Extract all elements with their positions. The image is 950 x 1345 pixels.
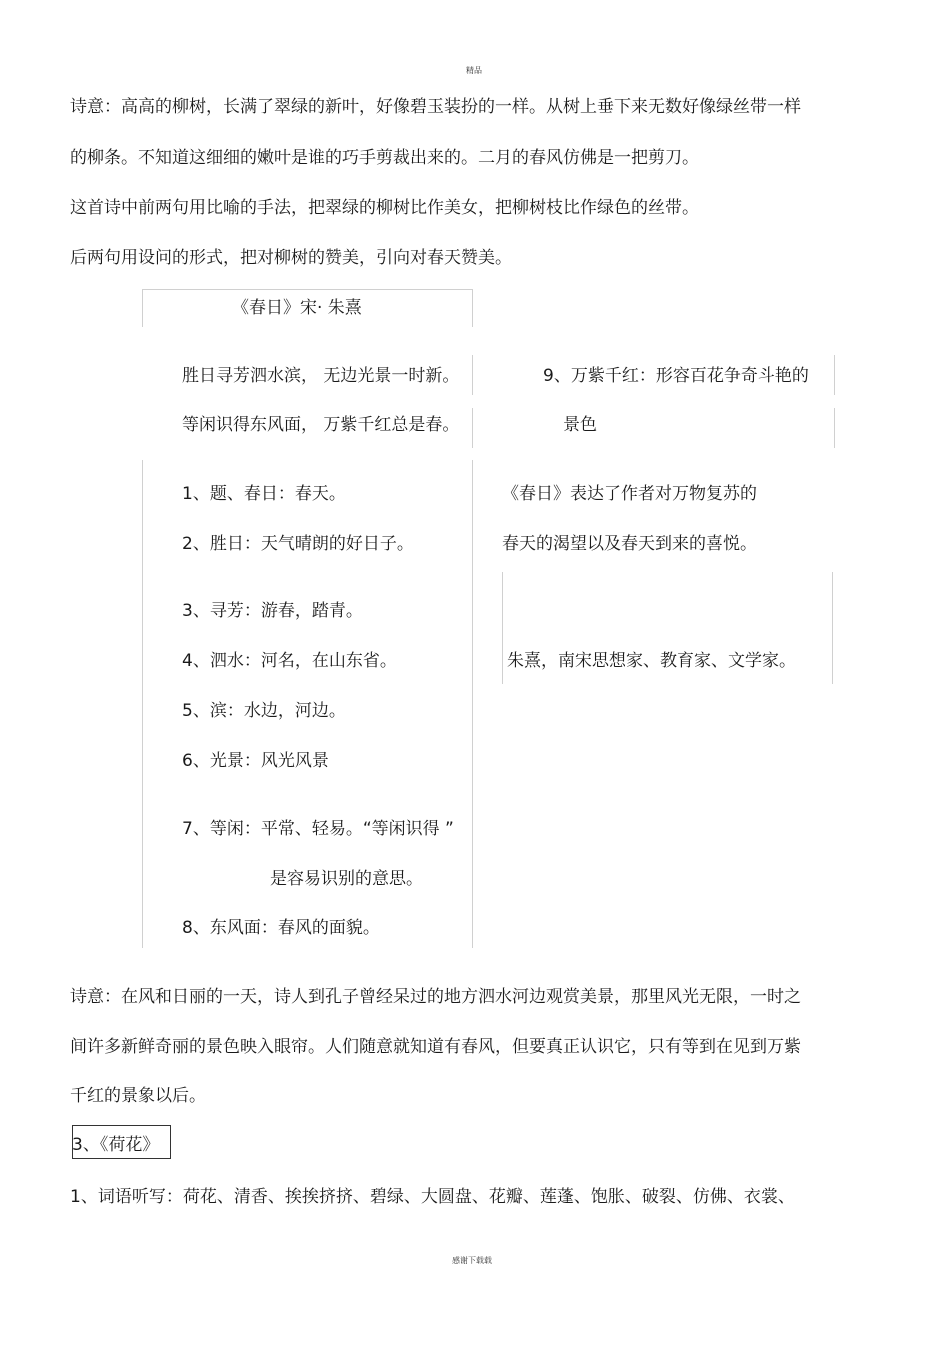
poem-verse-1: 胜日寻芳泗水滨， 无边光景一时新。 bbox=[182, 366, 460, 386]
note-7-continued: 是容易识别的意思。 bbox=[270, 869, 423, 889]
poem-title: 《春日》宋· 朱熹 bbox=[232, 298, 362, 318]
intro-line-3: 这首诗中前两句用比喻的手法，把翠绿的柳树比作美女，把柳树枝比作绿色的丝带。 bbox=[70, 198, 699, 218]
author-box-right-rule bbox=[832, 572, 833, 684]
meaning-line-2: 间许多新鲜奇丽的景色映入眼帘。人们随意就知道有春风，但要真正认识它，只有等到在见到万紫 bbox=[70, 1037, 801, 1057]
note-3: 3、寻芳：游春，踏青。 bbox=[182, 601, 363, 621]
intro-line-1: 诗意：高高的柳树，长满了翠绿的新叶，好像碧玉装扮的一样。从树上垂下来无数好像绿丝带一样 bbox=[70, 97, 801, 117]
intro-line-4: 后两句用设问的形式，把对柳树的赞美，引向对春天赞美。 bbox=[70, 248, 512, 268]
note-9-line-2: 景色 bbox=[563, 415, 597, 435]
table-left-rule-bottom bbox=[142, 460, 143, 948]
dictation-line: 1、词语听写：荷花、清香、挨挨挤挤、碧绿、大圆盘、花瓣、莲蓬、饱胀、破裂、仿佛、衣裳、 bbox=[70, 1187, 795, 1207]
table-mid-rule-2 bbox=[472, 355, 473, 395]
footer-mark: 感谢下载载 bbox=[452, 1256, 492, 1265]
table-right-rule-1 bbox=[834, 355, 835, 395]
section-heading: 3、《荷花》 bbox=[72, 1135, 160, 1155]
note-8: 8、东风面：春风的面貌。 bbox=[182, 918, 380, 938]
author-box-left-rule bbox=[502, 572, 503, 684]
table-mid-rule-bottom bbox=[472, 460, 473, 948]
theme-line-1: 《春日》表达了作者对万物复苏的 bbox=[502, 484, 757, 504]
meaning-line-1: 诗意：在风和日丽的一天，诗人到孔子曾经呆过的地方泗水河边观赏美景，那里风光无限，一时之 bbox=[70, 987, 801, 1007]
table-mid-rule-3 bbox=[472, 408, 473, 448]
table-mid-rule-top bbox=[472, 289, 473, 327]
theme-line-2: 春天的渴望以及春天到来的喜悦。 bbox=[502, 534, 757, 554]
author-note: 朱熹，南宋思想家、教育家、文学家。 bbox=[507, 651, 796, 671]
note-5: 5、滨：水边，河边。 bbox=[182, 701, 346, 721]
table-left-rule-top bbox=[142, 289, 143, 327]
note-9-line-1: 9、万紫千红：形容百花争奇斗艳的 bbox=[543, 366, 809, 386]
note-6: 6、光景：风光风景 bbox=[182, 751, 329, 771]
note-2: 2、胜日：天气晴朗的好日子。 bbox=[182, 534, 414, 554]
table-top-rule bbox=[142, 289, 472, 290]
meaning-line-3: 千红的景象以后。 bbox=[70, 1086, 206, 1106]
note-7: 7、等闲：平常、轻易。“等闲识得 ” bbox=[182, 819, 454, 839]
note-1: 1、题、春日：春天。 bbox=[182, 484, 346, 504]
poem-verse-2: 等闲识得东风面， 万紫千红总是春。 bbox=[182, 415, 460, 435]
header-mark: 精品 bbox=[466, 66, 482, 75]
note-4: 4、泗水：河名，在山东省。 bbox=[182, 651, 397, 671]
table-right-rule-2 bbox=[834, 408, 835, 448]
intro-line-2: 的柳条。不知道这细细的嫩叶是谁的巧手剪裁出来的。二月的春风仿佛是一把剪刀。 bbox=[70, 148, 699, 168]
